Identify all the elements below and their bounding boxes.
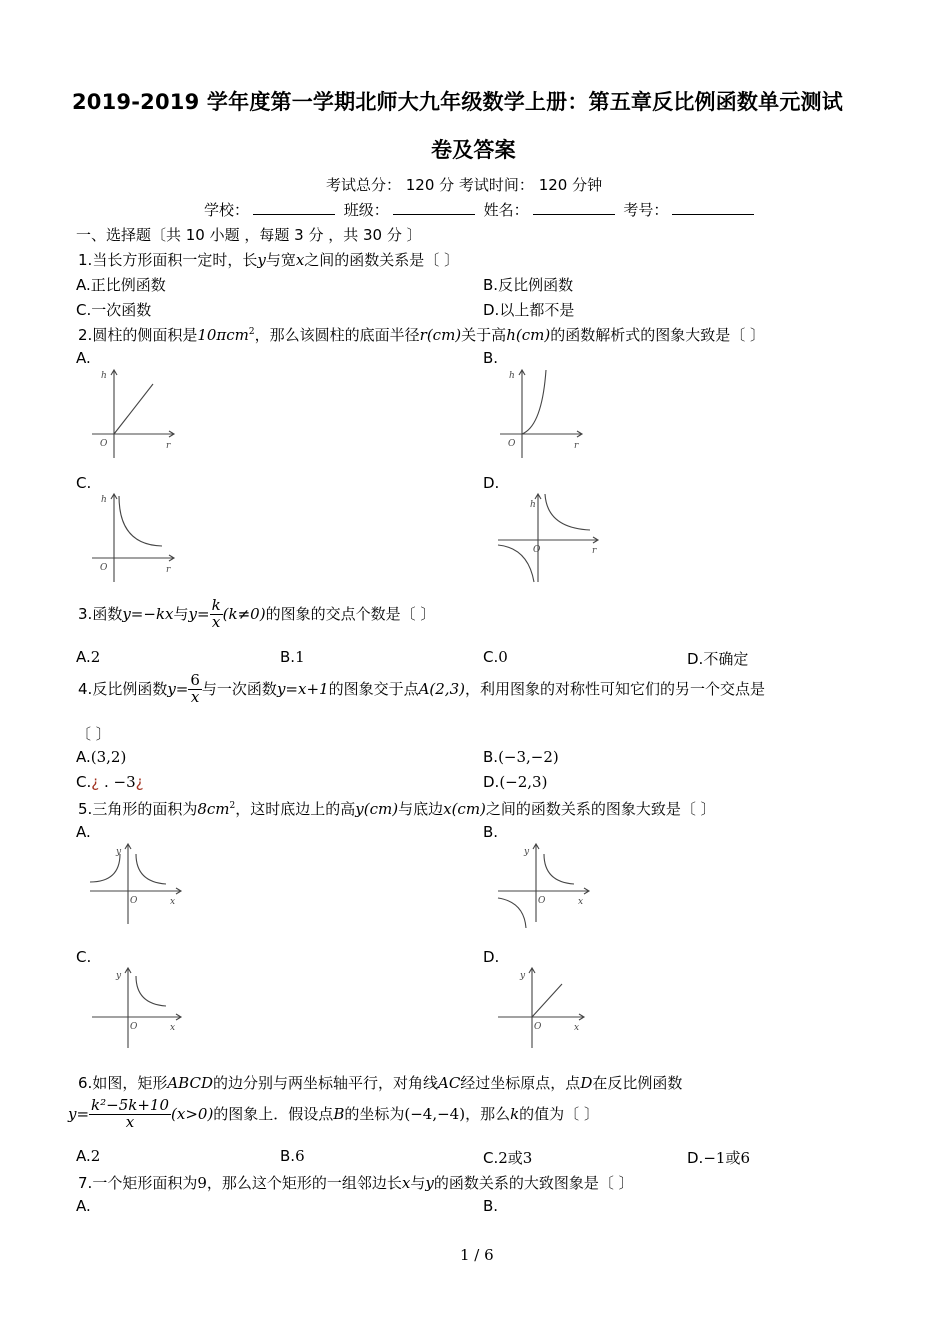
svg-text:O: O: [538, 896, 546, 906]
exam-number-input[interactable]: [672, 200, 754, 215]
svg-text:r: r: [592, 546, 597, 556]
svg-text:h: h: [101, 371, 107, 381]
question-4: 4.反比例函数y= $\frac{6}{x}$ 与一次函数y=x+1的图象交于点A(2,3)，利用图象的对称性可知它们的另一个交点是: [78, 671, 765, 706]
svg-text:x: x: [170, 897, 176, 907]
q6-option-a[interactable]: A.2: [76, 1147, 101, 1165]
q4-option-b[interactable]: B.(−3,−2): [483, 748, 559, 766]
svg-text:x: x: [170, 1023, 176, 1033]
svg-text:r: r: [166, 441, 171, 451]
svg-text:O: O: [534, 1022, 542, 1032]
svg-text:O: O: [533, 545, 541, 555]
q5-option-b-label[interactable]: B.: [483, 823, 499, 841]
document-title-line1: 2019-2019 学年度第一学期北师大九年级数学上册：第五章反比例函数单元测试: [72, 90, 843, 114]
question-3: 3.函数y=−kx与y= $\frac{k}{x}$ (k≠0)的图象的交点个数是〔 〕: [78, 596, 436, 631]
q5-graph-c-hyperbola-icon: [86, 966, 186, 1051]
svg-text:x: x: [574, 1023, 580, 1033]
q2-option-c-label[interactable]: C.: [76, 474, 92, 492]
question-6-line2: y= $\frac{\text{k²−5k+10}}{x}$ (x>0)的图象上．假设点B的坐标为(−4,−4)，那么k的值为〔 〕: [68, 1096, 599, 1131]
question-4-bracket: 〔 〕: [76, 725, 111, 743]
svg-text:y: y: [116, 971, 122, 981]
svg-text:O: O: [100, 439, 108, 449]
svg-text:h: h: [509, 371, 515, 381]
svg-text:O: O: [100, 563, 108, 573]
svg-text:r: r: [574, 441, 579, 451]
exam-number-label: 考号：: [623, 201, 669, 219]
q5-graph-d-linear-icon: [494, 966, 594, 1051]
svg-text:x: x: [578, 897, 584, 907]
svg-text:h: h: [530, 500, 536, 510]
q3-option-c[interactable]: C.0: [483, 648, 508, 666]
document-title-line2: 卷及答案: [431, 138, 516, 162]
svg-text:r: r: [166, 565, 171, 575]
question-7: 7.一个矩形面积为9，那么这个矩形的一组邻边长x与y的函数关系的大致图象是〔 〕: [78, 1174, 634, 1192]
svg-text:h: h: [101, 495, 107, 505]
svg-text:y: y: [116, 847, 122, 857]
q6-option-b[interactable]: B.6: [280, 1147, 305, 1165]
svg-text:O: O: [130, 896, 138, 906]
q3-option-b[interactable]: B.1: [280, 648, 305, 666]
q4-option-d[interactable]: D.(−2,3): [483, 773, 548, 791]
q6-option-d[interactable]: D.−1或6: [687, 1149, 750, 1167]
q5-graph-b-hyperbola-two-branches-icon: [494, 842, 594, 932]
svg-text:y: y: [520, 971, 526, 981]
name-label: 姓名：: [483, 201, 529, 219]
q2-graph-a-linear-icon: [86, 366, 186, 461]
page-number: 1 / 6: [460, 1246, 494, 1264]
section-title: 一、选择题〔共 10 小题 ，每题 3 分 ，共 30 分 〕: [76, 226, 422, 244]
question-6: 6.如图，矩形ABCD的边分别与两坐标轴平行，对角线AC经过坐标原点，点D在反比例函数: [78, 1074, 683, 1092]
q1-option-d[interactable]: D.以上都不是: [483, 301, 575, 319]
svg-text:O: O: [130, 1022, 138, 1032]
q2-option-d-label[interactable]: D.: [483, 474, 500, 492]
q3-option-d[interactable]: D.不确定: [687, 650, 749, 668]
school-label: 学校：: [204, 201, 250, 219]
q5-graph-a-hyperbola-even-icon: [86, 842, 186, 927]
q2-option-b-label[interactable]: B.: [483, 349, 499, 367]
q1-option-c[interactable]: C.一次函数: [76, 301, 152, 319]
q5-option-a-label[interactable]: A.: [76, 823, 91, 841]
q2-option-a-label[interactable]: A.: [76, 349, 91, 367]
q7-option-a-label[interactable]: A.: [76, 1197, 91, 1215]
q1-option-b[interactable]: B.反比例函数: [483, 276, 574, 294]
q2-graph-d-hyperbola-two-branches-icon: [494, 490, 604, 585]
question-1: 1.当长方形面积一定时，长y与宽x之间的函数关系是〔 〕: [78, 251, 460, 269]
question-2: 2.圆柱的侧面积是10πcm$^2$，那么该圆柱的底面半径r(cm)关于高h(cm)的函数解析式的图象大致是〔 〕: [78, 326, 765, 344]
q7-option-b-label[interactable]: B.: [483, 1197, 499, 1215]
q4-option-c[interactable]: C.¿ . −3¿: [76, 773, 144, 791]
q2-graph-c-hyperbola-icon: [86, 490, 186, 585]
class-input[interactable]: [393, 200, 475, 215]
school-input[interactable]: [253, 200, 335, 215]
exam-info: 考试总分： 120 分 考试时间： 120 分钟: [326, 176, 603, 194]
q4-option-a[interactable]: A.(3,2): [76, 748, 127, 766]
q2-graph-b-parabola-icon: [494, 366, 594, 461]
svg-text:y: y: [524, 847, 530, 857]
svg-text:O: O: [508, 439, 516, 449]
q5-option-d-label[interactable]: D.: [483, 948, 500, 966]
q1-option-a[interactable]: A.正比例函数: [76, 276, 166, 294]
student-info-fields: [204, 199, 758, 220]
question-5: 5.三角形的面积为$8cm^2$，这时底边上的高y(cm)与底边x(cm)之间的函数关系的图象大致是〔 〕: [78, 800, 716, 818]
name-input[interactable]: [533, 200, 615, 215]
q6-option-c[interactable]: C.2或3: [483, 1149, 533, 1167]
q5-option-c-label[interactable]: C.: [76, 948, 92, 966]
q3-option-a[interactable]: A.2: [76, 648, 101, 666]
class-label: 班级：: [343, 201, 389, 219]
